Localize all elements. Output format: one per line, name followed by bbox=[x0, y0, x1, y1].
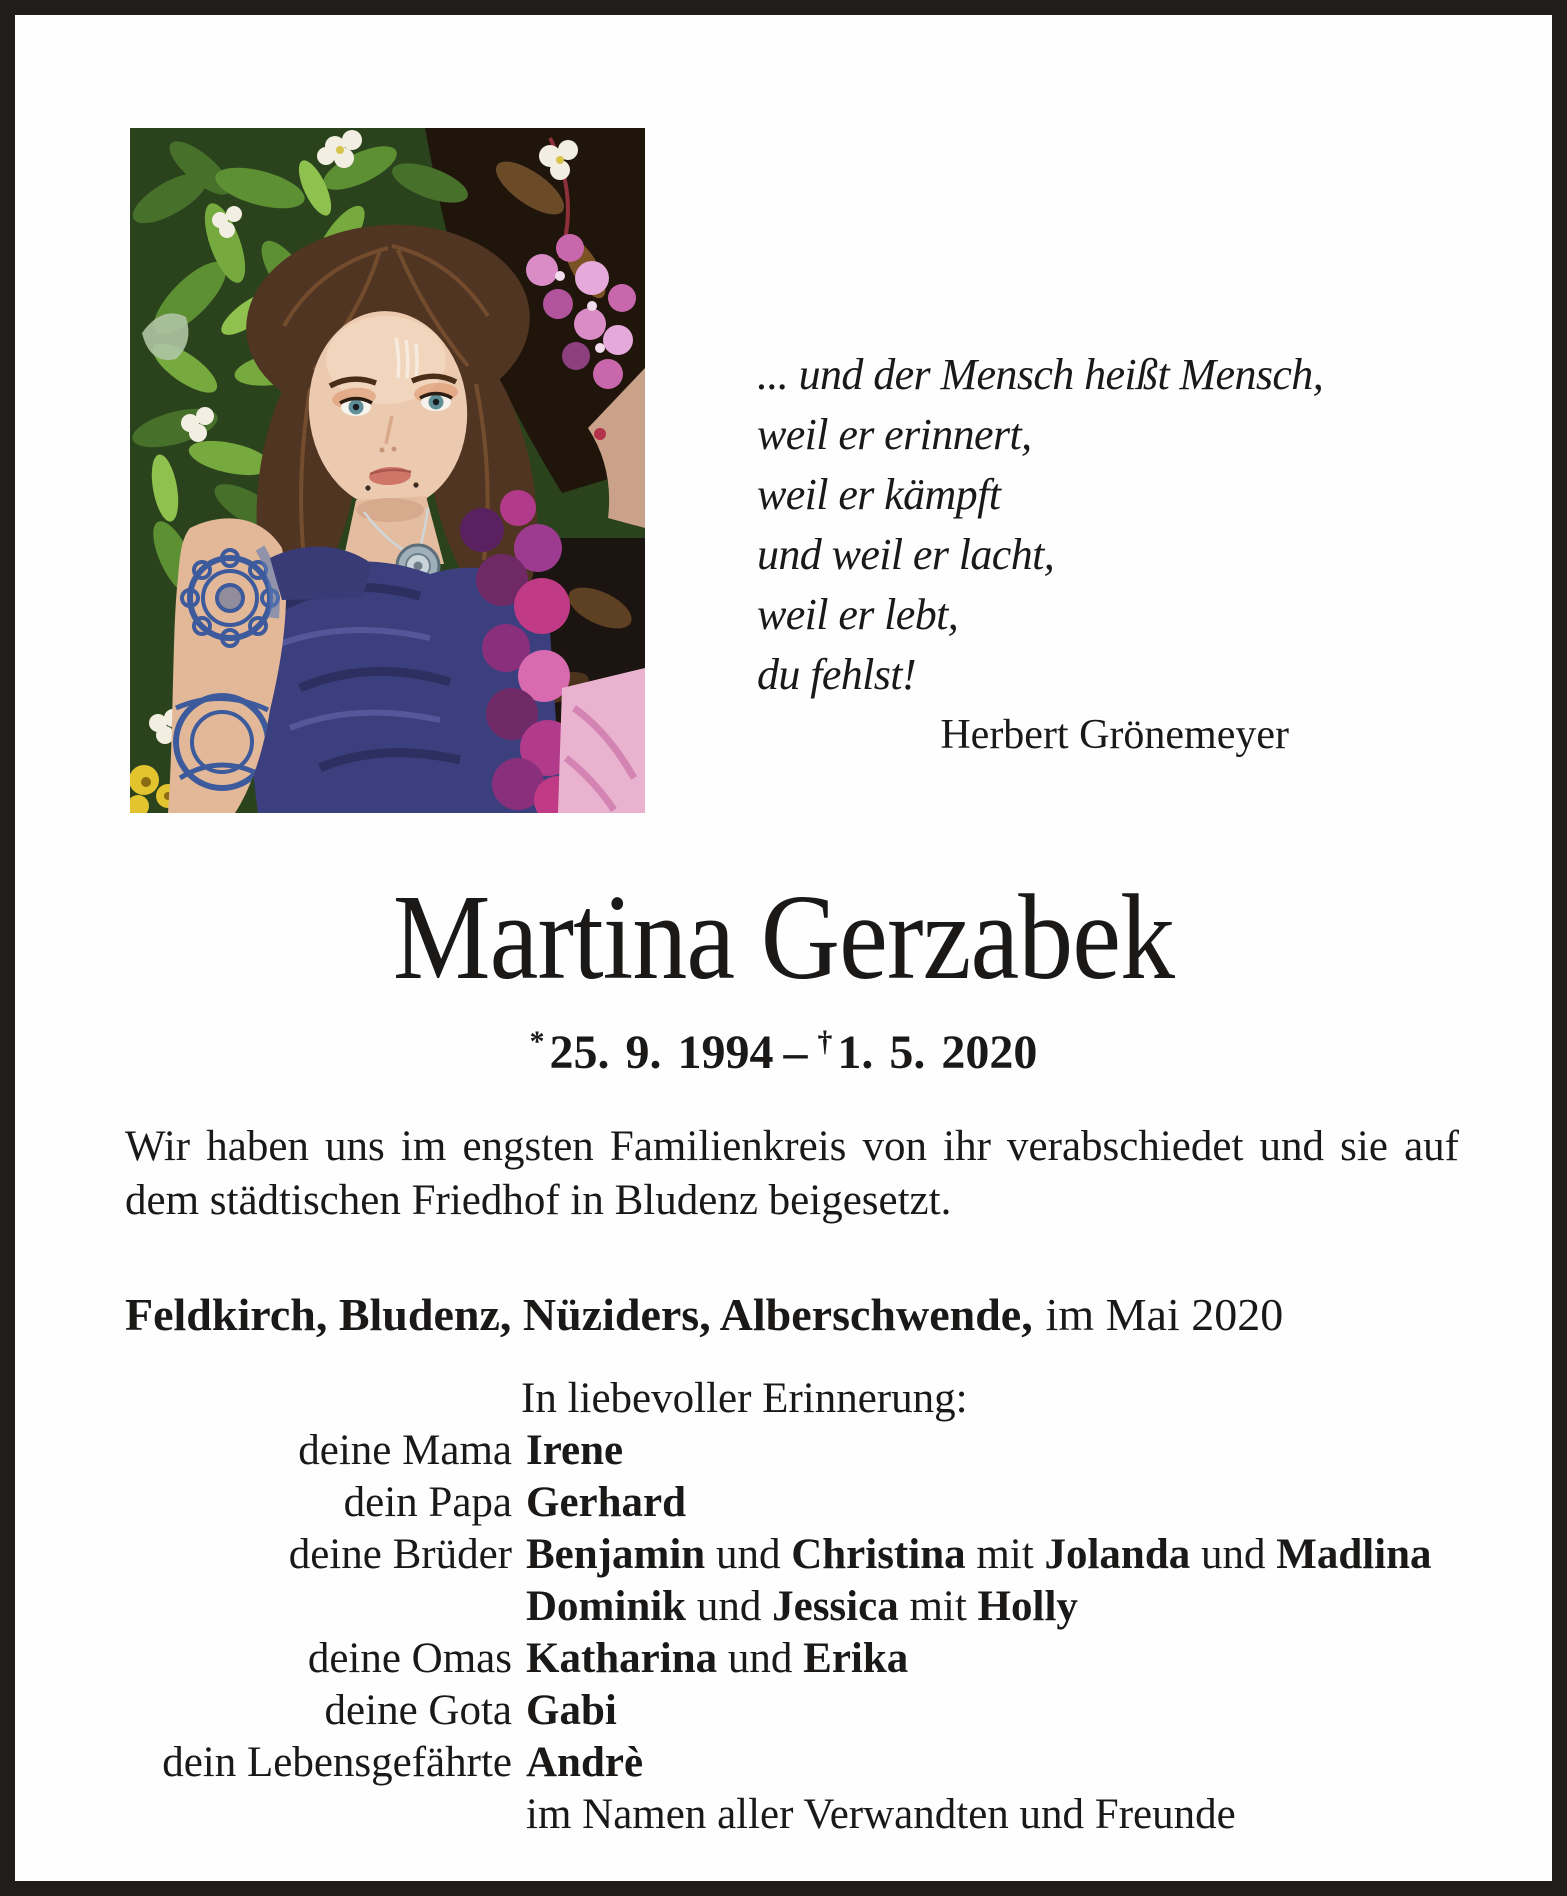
relation-label: deine Omas bbox=[307, 1635, 512, 1682]
remembrance-row bbox=[15, 1477, 1552, 1529]
relation-label bbox=[15, 1581, 512, 1633]
person-name: Erika bbox=[803, 1635, 909, 1682]
person-name: Jessica bbox=[772, 1583, 899, 1630]
dates-separator: – bbox=[783, 1026, 808, 1079]
relation-label: deine Brüder bbox=[288, 1531, 512, 1578]
poem-line: weil er kämpft bbox=[757, 470, 1001, 519]
person-name: Benjamin bbox=[526, 1531, 706, 1578]
person-name: Gabi bbox=[526, 1687, 617, 1734]
person-name: Holly bbox=[977, 1583, 1078, 1630]
person-name: Gerhard bbox=[526, 1479, 687, 1526]
remembrance-closing: im Namen aller Verwandten und Freunde bbox=[526, 1791, 1236, 1838]
remembrance-row bbox=[15, 1529, 1552, 1581]
relation-label: dein Lebensgefährte bbox=[162, 1739, 512, 1786]
person-name: Katharina bbox=[526, 1635, 718, 1682]
relation-names bbox=[526, 1425, 623, 1477]
obituary-content bbox=[15, 15, 1552, 1881]
remembrance-row bbox=[15, 1737, 1552, 1789]
connector-text: mit bbox=[965, 1531, 1045, 1578]
poem-attribution: Herbert Grönemeyer bbox=[940, 712, 1289, 758]
poem-lines bbox=[757, 345, 1324, 705]
announcement-text: Wir haben uns im engsten Familienkreis von ihr verabschiedet und sie auf dem städtischen Friedhof in Bludenz beigesetzt. bbox=[125, 1123, 1459, 1224]
remembrance-heading: In liebevoller Erinnerung: bbox=[521, 1375, 968, 1422]
poem-line: weil er erinnert, bbox=[757, 410, 1032, 459]
person-name: Jolanda bbox=[1044, 1531, 1191, 1578]
connector-text: mit bbox=[898, 1583, 978, 1630]
relation-label: dein Papa bbox=[343, 1479, 512, 1526]
person-name: Madlina bbox=[1276, 1531, 1432, 1578]
relation-names bbox=[526, 1529, 1432, 1581]
deceased-name: Martina Gerzabek bbox=[392, 870, 1175, 1005]
relation-names bbox=[526, 1685, 617, 1737]
connector-text: und bbox=[686, 1583, 773, 1630]
birth-date: 25. 9. 1994 bbox=[549, 1026, 774, 1079]
person-name: Irene bbox=[526, 1427, 624, 1474]
relation-names bbox=[526, 1737, 643, 1789]
death-date: 1. 5. 2020 bbox=[837, 1026, 1038, 1079]
person-name: Andrè bbox=[526, 1739, 644, 1786]
relation-label: deine Gota bbox=[324, 1687, 512, 1734]
life-dates: * 25. 9. 1994 – † 1. 5. 2020 bbox=[529, 1025, 1038, 1079]
dateline-places: Feldkirch, Bludenz, Nüziders, Alberschwende, bbox=[125, 1289, 1033, 1340]
relation-names bbox=[526, 1477, 686, 1529]
poem-line: und weil er lacht, bbox=[757, 530, 1055, 579]
remembrance-rows bbox=[15, 1425, 1552, 1789]
remembrance-section bbox=[15, 1375, 1552, 1841]
remembrance-row bbox=[15, 1425, 1552, 1477]
remembrance-row bbox=[15, 1685, 1552, 1737]
poem-line: weil er lebt, bbox=[757, 590, 959, 639]
dateline bbox=[125, 1287, 1283, 1343]
poem-quote bbox=[757, 345, 1324, 765]
memorial-photo-illustration bbox=[130, 128, 645, 813]
connector-text: und bbox=[705, 1531, 792, 1578]
relation-names bbox=[526, 1633, 908, 1685]
remembrance-row bbox=[15, 1581, 1552, 1633]
connector-text: und bbox=[1190, 1531, 1277, 1578]
person-name: Dominik bbox=[526, 1583, 687, 1630]
connector-text: und bbox=[717, 1635, 804, 1682]
poem-line: ... und der Mensch heißt Mensch, bbox=[757, 350, 1324, 399]
memorial-photo bbox=[130, 128, 645, 813]
dateline-date: im Mai 2020 bbox=[1045, 1289, 1284, 1340]
relation-label: deine Mama bbox=[298, 1427, 512, 1474]
poem-line: du fehlst! bbox=[757, 650, 916, 699]
relation-names bbox=[526, 1581, 1078, 1633]
remembrance-row bbox=[15, 1633, 1552, 1685]
person-name: Christina bbox=[791, 1531, 966, 1578]
